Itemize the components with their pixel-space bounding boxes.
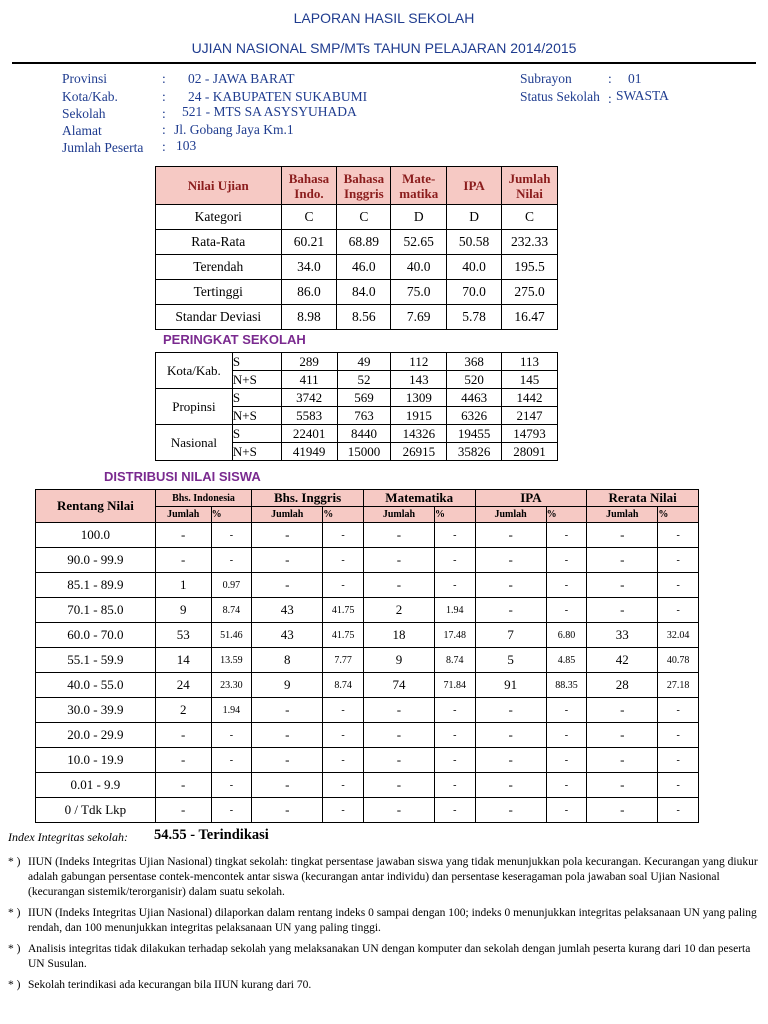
- persen-cell: -: [434, 798, 475, 823]
- jumlah-cell: 42: [587, 648, 658, 673]
- jumlah-cell: 9: [252, 673, 323, 698]
- jumlah-cell: -: [475, 523, 546, 548]
- row-type: N+S: [232, 407, 281, 425]
- table-cell: 113: [502, 353, 558, 371]
- table-cell: 68.89: [337, 230, 391, 255]
- subheader-persen: %: [323, 507, 364, 523]
- table-cell: C: [502, 205, 558, 230]
- table-row: [156, 280, 558, 305]
- persen-cell: -: [323, 798, 364, 823]
- persen-cell: 27.18: [658, 673, 699, 698]
- peringkat-table: [155, 352, 558, 461]
- jumlah-cell: -: [252, 548, 323, 573]
- persen-cell: -: [434, 773, 475, 798]
- alamat-label: Alamat: [62, 123, 102, 138]
- persen-cell: -: [658, 773, 699, 798]
- kota-value: 24 - KABUPATEN SUKABUMI: [188, 89, 368, 104]
- note-bullet: * ): [8, 979, 21, 991]
- row-label: Terendah: [156, 255, 282, 280]
- table-cell: 1309: [391, 389, 447, 407]
- header-jumlah-nilai: Jumlah Nilai: [502, 167, 558, 205]
- table-cell: 289: [281, 353, 337, 371]
- provinsi-label: Provinsi: [62, 71, 108, 86]
- table-row: [36, 598, 699, 623]
- jumlah-cell: -: [587, 548, 658, 573]
- jumlah-cell: -: [363, 748, 434, 773]
- persen-cell: -: [211, 748, 252, 773]
- jumlah-cell: -: [155, 798, 211, 823]
- header-ipa: IPA: [447, 167, 502, 205]
- table-cell: 368: [447, 353, 502, 371]
- persen-cell: -: [211, 523, 252, 548]
- table-row: [36, 648, 699, 673]
- table-cell: 143: [391, 371, 447, 389]
- table-cell: 8.56: [337, 305, 391, 330]
- kota-label: Kota/Kab.: [62, 89, 118, 104]
- header-matematika: Matematika: [363, 490, 475, 507]
- sekolah-value: 521 - MTS SA ASYSYUHADA: [182, 104, 357, 119]
- persen-cell: 8.74: [211, 598, 252, 623]
- header-bahasa-inggris: Bahasa Inggris: [337, 167, 391, 205]
- table-cell: 84.0: [337, 280, 391, 305]
- rentang-cell: 70.1 - 85.0: [36, 598, 156, 623]
- persen-cell: -: [211, 773, 252, 798]
- table-row: [36, 623, 699, 648]
- table-cell: 3742: [281, 389, 337, 407]
- jumlah-cell: 8: [252, 648, 323, 673]
- jumlah-cell: -: [475, 573, 546, 598]
- persen-cell: -: [658, 798, 699, 823]
- persen-cell: -: [323, 723, 364, 748]
- table-cell: 569: [337, 389, 391, 407]
- rentang-cell: 30.0 - 39.9: [36, 698, 156, 723]
- colon: :: [162, 106, 166, 121]
- persen-cell: 17.48: [434, 623, 475, 648]
- persen-cell: -: [434, 723, 475, 748]
- persen-cell: -: [658, 748, 699, 773]
- table-cell: 14326: [391, 425, 447, 443]
- jumlah-cell: -: [155, 723, 211, 748]
- subheader-jumlah: Jumlah: [155, 507, 211, 523]
- header-matematika: Mate-matika: [391, 167, 447, 205]
- persen-cell: -: [323, 523, 364, 548]
- jumlah-cell: 2: [363, 598, 434, 623]
- persen-cell: -: [434, 573, 475, 598]
- jumlah-cell: 18: [363, 623, 434, 648]
- report-title: LAPORAN HASIL SEKOLAH: [293, 10, 475, 26]
- header-ipa: IPA: [475, 490, 587, 507]
- note-item: [8, 906, 760, 936]
- table-cell: 52.65: [391, 230, 447, 255]
- jumlah-cell: -: [587, 773, 658, 798]
- colon: :: [162, 89, 166, 104]
- note-text: IIUN (Indeks Integritas Ujian Nasional) dilaporkan dalam rentang indeks 0 sampai dengan 100; indeks 0 menunjukkan integritas pelaksanaan UN yang paling rendah, dan 100 menunjukkan integritas pelaksanaan UN yang paling tinggi.: [28, 907, 757, 934]
- rentang-cell: 60.0 - 70.0: [36, 623, 156, 648]
- jumlah-cell: -: [475, 598, 546, 623]
- jumlah-cell: -: [363, 698, 434, 723]
- header-rentang-nilai: Rentang Nilai: [36, 490, 156, 523]
- jumlah-cell: -: [252, 798, 323, 823]
- persen-cell: -: [434, 548, 475, 573]
- table-cell: 50.58: [447, 230, 502, 255]
- rentang-cell: 40.0 - 55.0: [36, 673, 156, 698]
- table-cell: D: [447, 205, 502, 230]
- table-row: [156, 425, 558, 443]
- jumlah-cell: -: [252, 698, 323, 723]
- header-nilai-ujian: Nilai Ujian: [156, 167, 282, 205]
- table-cell: 70.0: [447, 280, 502, 305]
- persen-cell: -: [434, 748, 475, 773]
- jumlah-cell: -: [363, 523, 434, 548]
- jumlah-cell: -: [475, 748, 546, 773]
- note-item: [8, 855, 760, 900]
- row-type: N+S: [232, 443, 281, 461]
- note-item: [8, 942, 760, 972]
- persen-cell: 41.75: [323, 623, 364, 648]
- status-value: SWASTA: [616, 88, 669, 103]
- table-cell: 2147: [502, 407, 558, 425]
- persen-cell: 88.35: [546, 673, 587, 698]
- note-bullet: * ): [8, 856, 21, 868]
- jumlah-cell: -: [363, 573, 434, 598]
- table-cell: 195.5: [502, 255, 558, 280]
- rentang-cell: 10.0 - 19.9: [36, 748, 156, 773]
- table-cell: 49: [337, 353, 391, 371]
- jumlah-cell: 24: [155, 673, 211, 698]
- persen-cell: 1.94: [434, 598, 475, 623]
- table-cell: 15000: [337, 443, 391, 461]
- table-cell: 46.0: [337, 255, 391, 280]
- colon: :: [608, 71, 612, 86]
- jumlah-cell: 5: [475, 648, 546, 673]
- table-row: [36, 573, 699, 598]
- persen-cell: 32.04: [658, 623, 699, 648]
- note-item: [8, 978, 760, 993]
- jumlah-cell: 14: [155, 648, 211, 673]
- peringkat-rows: [156, 353, 558, 461]
- integritas-label: Index Integritas sekolah:: [8, 830, 128, 844]
- table-row: [36, 723, 699, 748]
- persen-cell: -: [211, 798, 252, 823]
- group-label: Nasional: [156, 425, 233, 461]
- jumlah-cell: -: [587, 598, 658, 623]
- table-row: [156, 389, 558, 407]
- persen-cell: 13.59: [211, 648, 252, 673]
- table-cell: 8.98: [281, 305, 337, 330]
- jumlah-cell: -: [363, 773, 434, 798]
- rentang-cell: 100.0: [36, 523, 156, 548]
- subheader-jumlah: Jumlah: [252, 507, 323, 523]
- table-cell: 1442: [502, 389, 558, 407]
- jumlah-cell: -: [475, 773, 546, 798]
- jumlah-cell: 7: [475, 623, 546, 648]
- row-type: S: [232, 389, 281, 407]
- jumlah-cell: 91: [475, 673, 546, 698]
- integritas-value: 54.55 - Terindikasi: [154, 827, 269, 843]
- persen-cell: -: [546, 698, 587, 723]
- table-cell: 75.0: [391, 280, 447, 305]
- table-cell: 35826: [447, 443, 502, 461]
- jumlah-cell: -: [155, 773, 211, 798]
- table-cell: 520: [447, 371, 502, 389]
- jumlah-cell: 74: [363, 673, 434, 698]
- persen-cell: 1.94: [211, 698, 252, 723]
- subrayon-value: 01: [628, 71, 642, 86]
- subheader-persen: %: [434, 507, 475, 523]
- persen-cell: 8.74: [434, 648, 475, 673]
- table-cell: 411: [281, 371, 337, 389]
- note-bullet: * ): [8, 943, 21, 955]
- note-text: IIUN (Indeks Integritas Ujian Nasional) tingkat sekolah: tingkat persentase jawaban siswa yang tidak menunjukkan pola kecurangan. Kecurangan yang diukur adalah gabungan persentase contek-mencontek antar siswa (kecurangan antar individu) dan persentase keseragaman pola jawaban soal Ujian Nasional (kecurangan sistemik/terorganisir) dalam suatu sekolah.: [28, 856, 758, 898]
- table-cell: C: [337, 205, 391, 230]
- table-cell: 275.0: [502, 280, 558, 305]
- persen-cell: -: [658, 548, 699, 573]
- header-bahasa-indo: Bahasa Indo.: [281, 167, 337, 205]
- table-cell: 763: [337, 407, 391, 425]
- persen-cell: -: [546, 773, 587, 798]
- group-label: Propinsi: [156, 389, 233, 425]
- jumlah-cell: 53: [155, 623, 211, 648]
- note-text: Sekolah terindikasi ada kecurangan bila IIUN kurang dari 70.: [28, 979, 312, 991]
- table-cell: 6326: [447, 407, 502, 425]
- persen-cell: -: [658, 723, 699, 748]
- sekolah-label: Sekolah: [62, 106, 106, 121]
- table-cell: 41949: [281, 443, 337, 461]
- table-cell: 5583: [281, 407, 337, 425]
- subheader-jumlah: Jumlah: [363, 507, 434, 523]
- table-row: [36, 748, 699, 773]
- persen-cell: -: [546, 798, 587, 823]
- header-bhs-indonesia: Bhs. Indonesia: [155, 490, 251, 507]
- provinsi-value: 02 - JAWA BARAT: [188, 71, 295, 86]
- persen-cell: -: [546, 573, 587, 598]
- persen-cell: -: [323, 698, 364, 723]
- table-cell: 5.78: [447, 305, 502, 330]
- report-subtitle: UJIAN NASIONAL SMP/MTs TAHUN PELAJARAN 2014/2015: [191, 40, 577, 56]
- jumlah-cell: 43: [252, 623, 323, 648]
- table-row: [36, 548, 699, 573]
- table-row: [36, 698, 699, 723]
- persen-cell: 23.30: [211, 673, 252, 698]
- persen-cell: 40.78: [658, 648, 699, 673]
- table-cell: 8440: [337, 425, 391, 443]
- jumlah-cell: -: [587, 748, 658, 773]
- jumlah-cell: -: [155, 548, 211, 573]
- table-row: [156, 353, 558, 371]
- jumlah-peserta-label: Jumlah Peserta: [62, 140, 144, 155]
- jumlah-cell: -: [587, 798, 658, 823]
- persen-cell: -: [434, 698, 475, 723]
- persen-cell: -: [211, 548, 252, 573]
- group-label: Kota/Kab.: [156, 353, 233, 389]
- persen-cell: -: [546, 523, 587, 548]
- persen-cell: -: [323, 773, 364, 798]
- school-info: [0, 0, 768, 160]
- persen-cell: 71.84: [434, 673, 475, 698]
- note-bullet: * ): [8, 907, 21, 919]
- jumlah-cell: -: [587, 523, 658, 548]
- subheader-persen: %: [546, 507, 587, 523]
- colon: :: [162, 122, 166, 137]
- table-row: [156, 305, 558, 330]
- table-cell: 4463: [447, 389, 502, 407]
- subheader-persen: %: [658, 507, 699, 523]
- persen-cell: -: [323, 548, 364, 573]
- table-cell: 40.0: [391, 255, 447, 280]
- table-row: [156, 205, 558, 230]
- persen-cell: -: [323, 573, 364, 598]
- table-cell: 7.69: [391, 305, 447, 330]
- jumlah-cell: -: [475, 798, 546, 823]
- row-label: Tertinggi: [156, 280, 282, 305]
- persen-cell: -: [546, 548, 587, 573]
- table-row: [36, 798, 699, 823]
- rentang-cell: 0 / Tdk Lkp: [36, 798, 156, 823]
- persen-cell: 8.74: [323, 673, 364, 698]
- jumlah-cell: -: [475, 698, 546, 723]
- table-cell: 16.47: [502, 305, 558, 330]
- jumlah-cell: -: [587, 698, 658, 723]
- distribusi-rows: [36, 523, 699, 823]
- persen-cell: -: [211, 723, 252, 748]
- jumlah-cell: -: [252, 573, 323, 598]
- jumlah-cell: -: [252, 773, 323, 798]
- note-text: Analisis integritas tidak dilakukan terhadap sekolah yang melaksanakan UN dengan komputer dan sekolah dengan jumlah peserta kurang dari 10 dan peserta UN Susulan.: [28, 943, 751, 970]
- jumlah-cell: -: [475, 548, 546, 573]
- persen-cell: 4.85: [546, 648, 587, 673]
- table-cell: 14793: [502, 425, 558, 443]
- persen-cell: 0.97: [211, 573, 252, 598]
- persen-cell: 7.77: [323, 648, 364, 673]
- table-cell: 86.0: [281, 280, 337, 305]
- rentang-cell: 55.1 - 59.9: [36, 648, 156, 673]
- subrayon-label: Subrayon: [520, 71, 572, 86]
- jumlah-cell: -: [587, 573, 658, 598]
- table-cell: C: [281, 205, 337, 230]
- jumlah-cell: -: [155, 748, 211, 773]
- table-cell: D: [391, 205, 447, 230]
- persen-cell: -: [658, 598, 699, 623]
- persen-cell: -: [323, 748, 364, 773]
- distribusi-table: [35, 489, 699, 823]
- jumlah-cell: -: [363, 723, 434, 748]
- notes: [8, 855, 760, 999]
- persen-cell: -: [546, 598, 587, 623]
- table-cell: 60.21: [281, 230, 337, 255]
- jumlah-cell: -: [363, 798, 434, 823]
- colon: :: [162, 71, 166, 86]
- jumlah-cell: 9: [155, 598, 211, 623]
- alamat-value: Jl. Gobang Jaya Km.1: [174, 122, 294, 137]
- table-cell: 26915: [391, 443, 447, 461]
- persen-cell: -: [546, 723, 587, 748]
- rentang-cell: 85.1 - 89.9: [36, 573, 156, 598]
- jumlah-cell: -: [252, 723, 323, 748]
- persen-cell: -: [658, 698, 699, 723]
- jumlah-cell: -: [252, 523, 323, 548]
- table-cell: 112: [391, 353, 447, 371]
- table-cell: 19455: [447, 425, 502, 443]
- table-cell: 52: [337, 371, 391, 389]
- jumlah-cell: 28: [587, 673, 658, 698]
- subheader-jumlah: Jumlah: [587, 507, 658, 523]
- table-row: [36, 673, 699, 698]
- jumlah-cell: -: [475, 723, 546, 748]
- jumlah-cell: -: [252, 748, 323, 773]
- rentang-cell: 0.01 - 9.9: [36, 773, 156, 798]
- jumlah-cell: 2: [155, 698, 211, 723]
- table-cell: 34.0: [281, 255, 337, 280]
- row-type: S: [232, 425, 281, 443]
- rentang-cell: 20.0 - 29.9: [36, 723, 156, 748]
- nilai-ujian-table: [155, 166, 558, 330]
- nilai-ujian-rows: [156, 205, 558, 330]
- table-cell: 145: [502, 371, 558, 389]
- jumlah-cell: 33: [587, 623, 658, 648]
- distribusi-title: DISTRIBUSI NILAI SISWA: [104, 469, 261, 484]
- jumlah-cell: 1: [155, 573, 211, 598]
- header-rerata-nilai: Rerata Nilai: [587, 490, 699, 507]
- table-row: [36, 523, 699, 548]
- persen-cell: -: [658, 573, 699, 598]
- row-type: N+S: [232, 371, 281, 389]
- jumlah-peserta-value: 103: [176, 138, 197, 153]
- row-label: Standar Deviasi: [156, 305, 282, 330]
- subheader-persen: %: [211, 507, 252, 523]
- table-cell: 22401: [281, 425, 337, 443]
- table-cell: 1915: [391, 407, 447, 425]
- table-row: [36, 773, 699, 798]
- persen-cell: -: [546, 748, 587, 773]
- status-label: Status Sekolah: [520, 89, 600, 104]
- table-row: [156, 230, 558, 255]
- subheader-jumlah: Jumlah: [475, 507, 546, 523]
- persen-cell: 6.80: [546, 623, 587, 648]
- persen-cell: 41.75: [323, 598, 364, 623]
- jumlah-cell: 43: [252, 598, 323, 623]
- header-bhs-inggris: Bhs. Inggris: [252, 490, 364, 507]
- jumlah-cell: 9: [363, 648, 434, 673]
- colon: :: [608, 91, 612, 106]
- colon: :: [162, 139, 166, 154]
- persen-cell: -: [658, 523, 699, 548]
- peringkat-title: PERINGKAT SEKOLAH: [163, 332, 306, 347]
- table-cell: 28091: [502, 443, 558, 461]
- jumlah-cell: -: [587, 723, 658, 748]
- row-label: Kategori: [156, 205, 282, 230]
- rentang-cell: 90.0 - 99.9: [36, 548, 156, 573]
- row-label: Rata-Rata: [156, 230, 282, 255]
- table-cell: 232.33: [502, 230, 558, 255]
- row-type: S: [232, 353, 281, 371]
- table-row: [156, 255, 558, 280]
- table-cell: 40.0: [447, 255, 502, 280]
- jumlah-cell: -: [363, 548, 434, 573]
- jumlah-cell: -: [155, 523, 211, 548]
- persen-cell: -: [434, 523, 475, 548]
- persen-cell: 51.46: [211, 623, 252, 648]
